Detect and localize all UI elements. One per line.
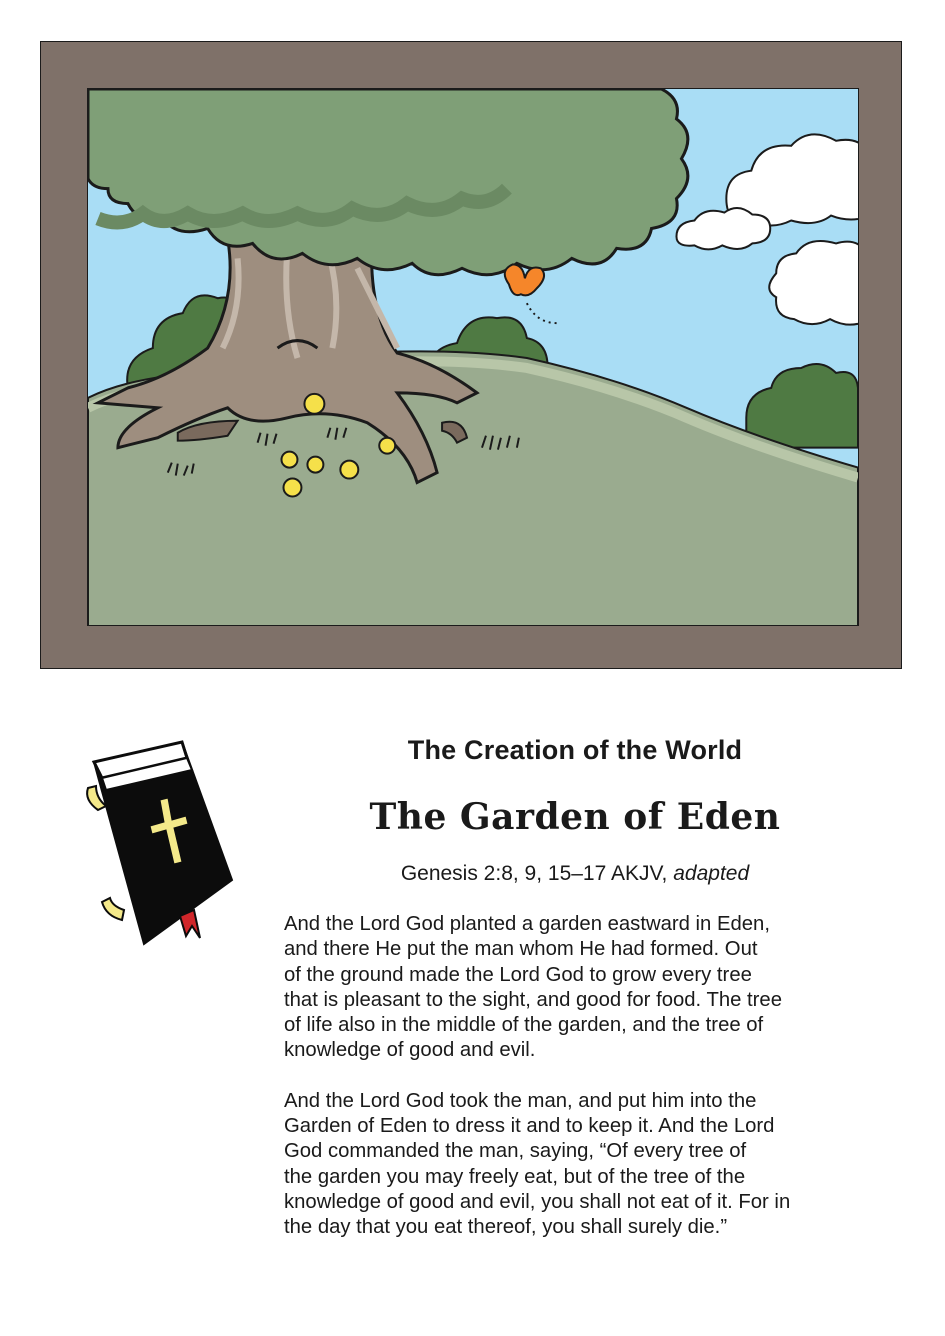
reference-text: Genesis 2:8, 9, 15–17 AKJV, bbox=[400, 862, 668, 885]
scripture-reference bbox=[330, 862, 820, 886]
garden-illustration bbox=[87, 88, 859, 626]
passage-paragraph: And the Lord God planted a garden eastward in Eden, and there He put the man whom He had formed. Out of the ground made the Lord God to grow every tree that is pleasant to the sight, and good for food. The tree of life also in the middle of the garden, and the tree of knowledge of good and evil. bbox=[284, 913, 782, 1062]
section-title: The Creation of the World bbox=[407, 735, 743, 765]
garden-scene bbox=[88, 89, 858, 625]
story-title: The Garden of Eden bbox=[369, 796, 781, 838]
reference-note: adapted bbox=[673, 862, 750, 885]
bible-icon bbox=[82, 740, 242, 950]
passage-paragraph: And the Lord God took the man, and put him into the Garden of Eden to dress it and to keep it. And the Lord God commanded the man, saying, “Of every tree of the garden you may freely eat, but of the tree of the knowledge of good and evil, you shall not eat of it. For in the day that you eat thereof, you shall surely die.” bbox=[284, 1089, 791, 1239]
illustration-frame bbox=[40, 41, 902, 669]
scripture-passage bbox=[284, 912, 864, 1266]
